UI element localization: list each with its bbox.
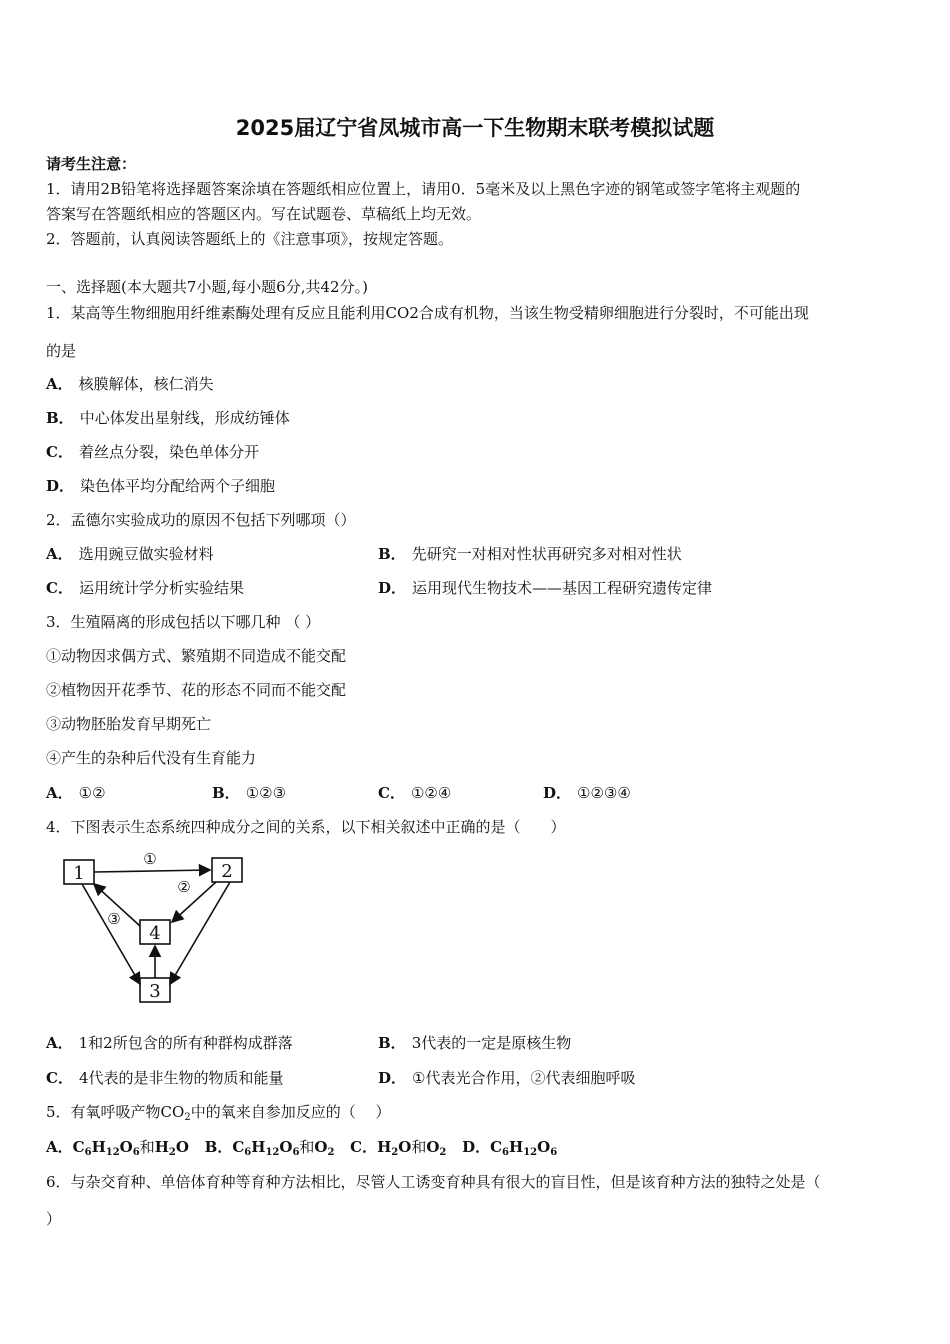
q3-item-3: ③动物胚胎发育早期死亡 [46, 715, 212, 733]
q4-option-a: A． 1和2所包含的所有种群构成群落 [46, 1034, 293, 1052]
q3-item-4: ④产生的杂种后代没有生育能力 [46, 749, 257, 767]
q3-option-b: B． ①②③ [212, 784, 287, 802]
q2-option-a: A． 选用豌豆做实验材料 [46, 545, 214, 563]
box-3-label: 3 [149, 981, 161, 1002]
question-5-stem: 5．有氧呼吸产物$CO_2$中的氧来自参加反应的（ ） [46, 1103, 391, 1123]
section-heading: 一、选择题(本大题共7小题,每小题6分,共42分。) [46, 278, 368, 296]
notice-line-1: 1．请用2B铅笔将选择题答案涂填在答题纸相应位置上，请用0．5毫米及以上黑色字迹的钢笔或签字笔将主观题的 [46, 180, 801, 198]
q4-option-c: C． 4代表的是非生物的物质和能量 [46, 1069, 284, 1087]
q5-option-d: D．$C_6H_{12}O_6$ [462, 1138, 558, 1158]
notice-heading: 请考生注意： [46, 155, 137, 173]
q2-option-c: C． 运用统计学分析实验结果 [46, 579, 244, 597]
q1-option-d: D． 染色体平均分配给两个子细胞 [46, 477, 276, 495]
arrow-2-label: ② [177, 878, 191, 896]
q1-option-a: A． 核膜解体，核仁消失 [46, 375, 214, 393]
q3-item-1: ①动物因求偶方式、繁殖期不同造成不能交配 [46, 647, 347, 665]
box-1-label: 1 [73, 863, 85, 884]
notice-line-1b: 答案写在答题纸相应的答题区内。写在试题卷、草稿纸上均无效。 [46, 205, 482, 223]
q2-option-b: B． 先研究一对相对性状再研究多对相对性状 [378, 545, 682, 563]
q5-options-row [46, 1136, 557, 1157]
q3-option-a: A． ①② [46, 784, 106, 802]
q5-option-c: C．$H_2O$和$O_2$ [350, 1138, 447, 1158]
page-title: 2025届辽宁省凤城市高一下生物期末联考模拟试题 [235, 116, 715, 140]
q4-option-d: D． ①代表光合作用，②代表细胞呼吸 [378, 1069, 636, 1087]
q3-option-d: D． ①②③④ [543, 784, 631, 802]
arrow-1-label: ① [143, 850, 157, 868]
question-1-stem: 1．某高等生物细胞用纤维素酶处理有反应且能利用CO2合成有机物，当该生物受精卵细胞进行分裂时，不可能出现 [46, 304, 809, 322]
arrow-1-to-2 [94, 870, 210, 872]
arrow-3-label: ③ [107, 910, 121, 928]
q3-item-2: ②植物因开花季节、花的形态不同而不能交配 [46, 681, 347, 699]
question-1-stem-cont: 的是 [46, 342, 77, 360]
question-6-stem-cont: ） [46, 1210, 62, 1228]
q2-option-d: D． 运用现代生物技术——基因工程研究遗传定律 [378, 579, 713, 597]
q5-option-a: A．$C_6H_{12}O_6$和$H_2O$ [46, 1138, 189, 1158]
notice-line-2: 2．答题前，认真阅读答题纸上的《注意事项》，按规定答题。 [46, 230, 454, 248]
question-3-stem: 3．生殖隔离的形成包括以下哪几种 （ ） [46, 613, 321, 631]
question-2-stem: 2．孟德尔实验成功的原因不包括下列哪项（） [46, 511, 356, 529]
question-4-stem: 4．下图表示生态系统四种成分之间的关系，以下相关叙述中正确的是（ ） [46, 818, 566, 836]
box-2-label: 2 [221, 861, 233, 882]
box-4-label: 4 [149, 923, 161, 944]
q3-option-c: C． ①②④ [378, 784, 452, 802]
ecosystem-diagram [58, 848, 258, 1008]
question-6-stem: 6．与杂交育种、单倍体育种等育种方法相比，尽管人工诱变育种具有很大的盲目性，但是该育种方法的独特之处是（ [46, 1173, 821, 1191]
q1-option-c: C． 着丝点分裂，染色单体分开 [46, 443, 259, 461]
q1-option-b: B． 中心体发出星射线，形成纺锤体 [46, 409, 290, 427]
q4-option-b: B． 3代表的一定是原核生物 [378, 1034, 572, 1052]
q5-option-b: B．$C_6H_{12}O_6$和$O_2$ [204, 1138, 335, 1158]
